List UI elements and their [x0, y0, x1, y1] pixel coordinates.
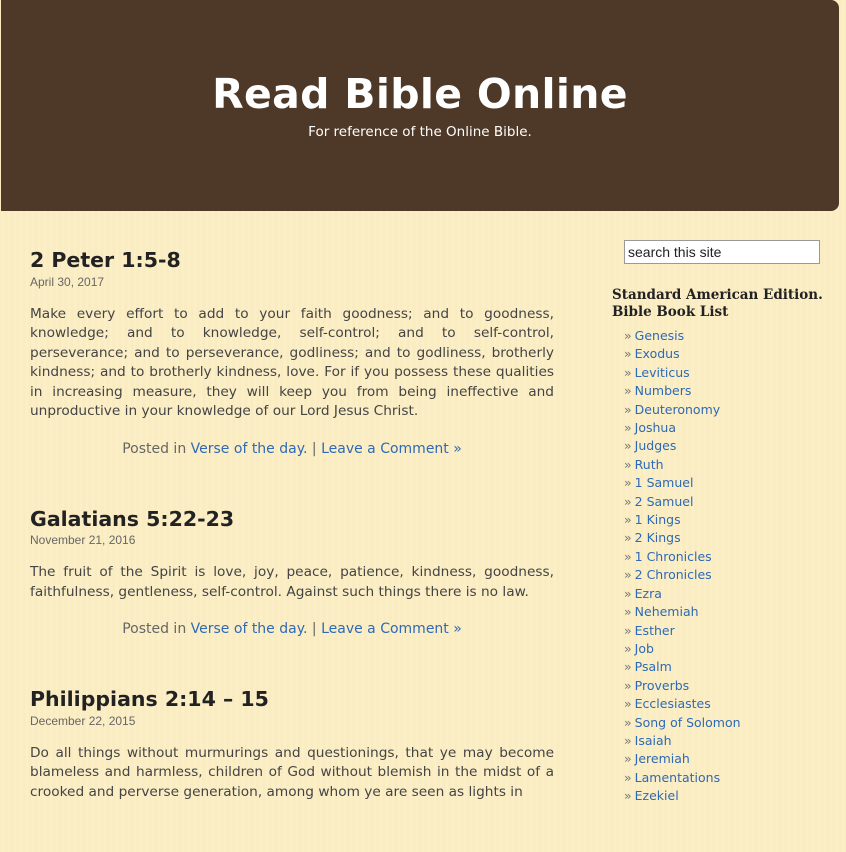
meta-separator: | [311, 440, 317, 457]
bullet-icon: » [624, 438, 632, 454]
post [30, 687, 554, 802]
book-list-item [624, 327, 832, 345]
book-link[interactable]: 1 Samuel [634, 475, 694, 491]
book-list-item [624, 493, 832, 511]
site-description: For reference of the Online Bible. [308, 124, 532, 140]
book-list [624, 327, 832, 806]
post-title[interactable]: Philippians 2:14 – 15 [30, 687, 269, 712]
post-body: The fruit of the Spirit is love, joy, peace, patience, kindness, goodness, faithfulness, gentleness, self-control. Against such things there is no law. [30, 564, 554, 600]
bullet-icon: » [624, 769, 632, 785]
book-list-item [624, 585, 832, 603]
post-title[interactable]: Galatians 5:22-23 [30, 506, 235, 531]
book-list-item [624, 622, 832, 640]
post [30, 507, 554, 638]
book-link[interactable]: Genesis [634, 328, 685, 343]
bullet-icon: » [624, 364, 632, 380]
book-link[interactable]: Ecclesiastes [634, 696, 711, 712]
bullet-icon: » [624, 456, 632, 472]
book-link[interactable]: 1 Chronicles [634, 548, 712, 564]
book-list-item [624, 695, 832, 713]
book-list-title-line2: Bible Book List [612, 304, 729, 320]
post-body: Make every effort to add to your faith goodness; and to goodness, knowledge; and to knowledge, self-control; and to self-control, perseverance; and to perseverance, godliness; and to godliness, brotherly kindness; and to brotherly kindness, love. For if you possess these qualities in increasing measure, they will keep you from being ineffective and unproductive in your knowledge of our Lord Jesus Christ. [30, 305, 554, 420]
bullet-icon: » [624, 530, 632, 546]
book-list-item [624, 529, 832, 547]
book-list-item [624, 511, 832, 529]
book-link[interactable]: 2 Chronicles [634, 567, 712, 583]
book-link[interactable]: Isaiah [634, 732, 672, 748]
book-link[interactable]: Psalm [634, 659, 672, 675]
bullet-icon: » [624, 493, 632, 509]
post [30, 248, 554, 457]
posted-in-label: Posted in [122, 621, 187, 638]
book-list-item [624, 677, 832, 695]
book-list-item [624, 548, 832, 566]
bullet-icon: » [624, 512, 632, 528]
book-link[interactable]: 1 Kings [634, 512, 681, 528]
post-date: April 30, 2017 [30, 274, 105, 289]
book-list-item [624, 456, 832, 474]
category-link[interactable]: Verse of the day. [190, 621, 308, 638]
posted-in-label: Posted in [122, 440, 187, 457]
book-link[interactable]: Exodus [634, 346, 680, 362]
book-link[interactable]: Leviticus [634, 364, 690, 380]
post-title[interactable]: 2 Peter 1:5-8 [30, 248, 181, 272]
book-list-item [624, 474, 832, 492]
sidebar [612, 240, 832, 806]
book-list-item [624, 787, 832, 805]
bullet-icon: » [624, 548, 632, 564]
post-meta [30, 441, 554, 457]
leave-comment-link[interactable]: Leave a Comment » [321, 621, 462, 638]
category-link[interactable]: Verse of the day. [190, 440, 308, 457]
bullet-icon: » [624, 732, 632, 748]
post-date: November 21, 2016 [30, 533, 136, 548]
book-list-item [624, 714, 832, 732]
bullet-icon: » [624, 567, 632, 583]
book-link[interactable]: Song of Solomon [634, 714, 741, 730]
book-list-item [624, 640, 832, 658]
book-list-item [624, 419, 832, 437]
book-link[interactable]: Numbers [634, 383, 692, 399]
book-list-title-line1: Standard American Edition. [612, 287, 823, 303]
book-list-item [624, 345, 832, 363]
bullet-icon: » [624, 420, 632, 436]
bullet-icon: » [624, 622, 632, 638]
book-list-item [624, 750, 832, 768]
bullet-icon: » [624, 383, 632, 399]
book-link[interactable]: Job [634, 640, 654, 656]
book-list-item [624, 769, 832, 787]
bullet-icon: » [624, 401, 632, 417]
search-input[interactable] [624, 240, 820, 264]
book-list-title [612, 287, 832, 321]
post-body: Do all things without murmurings and questionings, that ye may become blameless and harmless, children of God without blemish in the midst of a crooked and perverse generation, among whom ye are seen as lights in [30, 744, 554, 800]
book-link[interactable]: Nehemiah [634, 604, 699, 620]
book-link[interactable]: Joshua [634, 420, 677, 436]
bullet-icon: » [624, 475, 632, 491]
bullet-icon: » [624, 677, 632, 693]
bullet-icon: » [624, 696, 632, 712]
book-link[interactable]: 2 Samuel [634, 493, 694, 509]
book-list-item [624, 401, 832, 419]
bullet-icon: » [624, 788, 632, 804]
book-link[interactable]: Proverbs [634, 677, 690, 693]
book-link[interactable]: Jeremiah [634, 751, 690, 767]
bullet-icon: » [624, 640, 632, 656]
book-list-item [624, 658, 832, 676]
site-title[interactable]: Read Bible Online [212, 70, 628, 118]
main-content [30, 240, 554, 852]
book-link[interactable]: Ezra [634, 585, 662, 601]
book-list-item [624, 382, 832, 400]
book-link[interactable]: Lamentations [634, 769, 721, 785]
bullet-icon: » [624, 714, 632, 730]
site-header [1, 0, 839, 211]
bullet-icon: » [624, 659, 632, 675]
post-date: December 22, 2015 [30, 713, 136, 728]
book-list-item [624, 437, 832, 455]
bullet-icon: » [624, 585, 632, 601]
book-link[interactable]: Ruth [634, 456, 664, 472]
book-list-item [624, 732, 832, 750]
book-link[interactable]: Ezekiel [634, 788, 679, 804]
leave-comment-link[interactable]: Leave a Comment » [321, 440, 462, 457]
post-meta [30, 621, 554, 637]
book-link[interactable]: Judges [634, 438, 677, 454]
book-link[interactable]: Deuteronomy [634, 401, 721, 417]
bullet-icon: » [624, 751, 632, 767]
bullet-icon: » [624, 346, 632, 362]
bullet-icon: » [624, 328, 632, 343]
book-list-item [624, 364, 832, 382]
bullet-icon: » [624, 604, 632, 620]
book-list-item [624, 566, 832, 584]
book-link[interactable]: Esther [634, 622, 675, 638]
meta-separator: | [311, 621, 317, 638]
book-link[interactable]: 2 Kings [634, 530, 681, 546]
book-list-item [624, 603, 832, 621]
